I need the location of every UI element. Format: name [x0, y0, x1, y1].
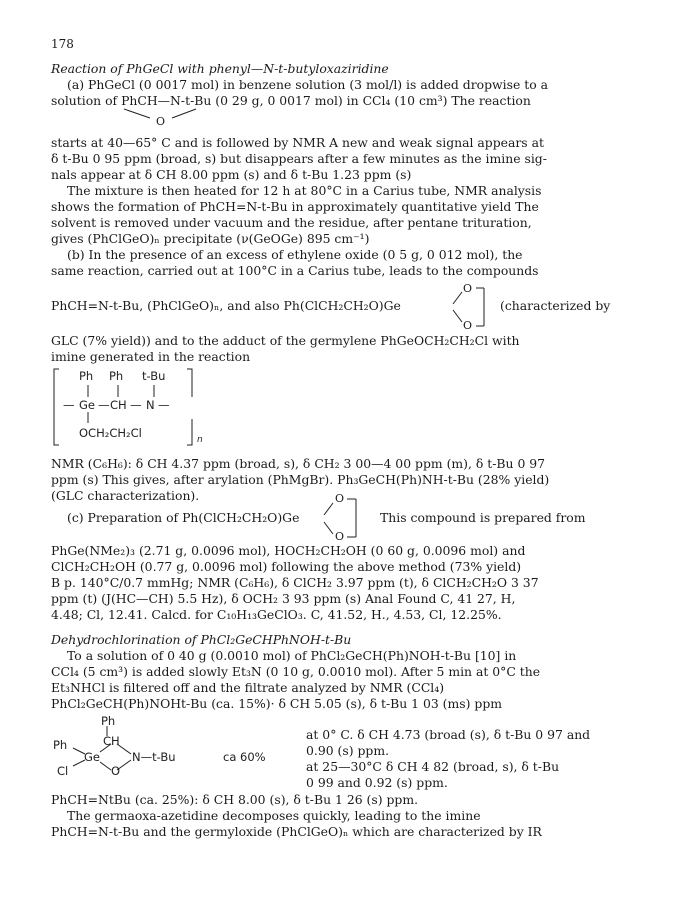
text-line: PhCl₂GeCH(Ph)NOHt-Bu (ca. 15%)· δ CH 5.05 (s), δ t-Bu 1 03 (ms) ppm [51, 696, 503, 711]
text-line: 4.48; Cl, 12.41. Calcd. for C₁₀H₁₃GeClO₃. C, 41.52, H., 4.53, Cl, 12.25%. [51, 607, 502, 622]
phenyl-label: Ph [101, 714, 116, 728]
text-line: same reaction, carried out at 100°C in a Carius tube, leads to the compounds [51, 263, 539, 278]
polymer-subscript: n [197, 435, 203, 445]
page-number: 178 [51, 37, 74, 51]
chloroethoxy-label: OCH₂CH₂Cl [79, 426, 142, 440]
text-line: starts at 40—65° C and is followed by NMR A new and weak signal appears at [51, 135, 544, 150]
polymer-adduct-structure: Ph Ph t-Bu — Ge — CH — N — OCH₂CH₂Cl n [51, 367, 211, 449]
ring-oxygen-bottom: O [335, 530, 345, 543]
section-title-dehydrochlorination: Dehydrochlorination of PhCl₂GeCHPhNOH-t-Bu [51, 632, 352, 647]
text-line: PhCH=NtBu (ca. 25%): δ CH 8.00 (s), δ t-Bu 1 26 (s) ppm. [51, 792, 419, 807]
text-line: ClCH₂CH₂OH (0.77 g, 0.0096 mol) following the above method (73% yield) [51, 559, 522, 574]
text-line: GLC (7% yield)) and to the adduct of the germylene PhGeOCH₂CH₂Cl with [51, 333, 520, 348]
text-line: To a solution of 0 40 g (0.0010 mol) of PhCl₂GeCH(Ph)NOH-t-Bu [10] in [67, 648, 517, 663]
text-line: CCl₄ (5 cm³) is added slowly Et₃N (0 10 g, 0.0010 mol). After 5 min at 0°C the [51, 664, 541, 679]
ring-oxygen-bottom: O [463, 319, 473, 332]
text-line: PhGe(NMe₂)₃ (2.71 g, 0.0096 mol), HOCH₂CH₂OH (0 60 g, 0.0096 mol) and [51, 543, 526, 558]
text-line: imine generated in the reaction [51, 349, 251, 364]
text-line: gives (PhClGeO)ₙ precipitate (ν(GeOGe) 895 cm⁻¹) [51, 231, 370, 246]
oxaziridine-oxygen: O [156, 115, 166, 128]
yield-label: ca 60% [223, 750, 266, 764]
text-line: 0 99 and 0.92 (s) ppm. [306, 775, 448, 790]
text-line: solution of PhCH—N-t-Bu (0 29 g, 0 0017 mol) in CCl₄ (10 cm³) The reaction [51, 93, 531, 108]
text-line: (c) Preparation of Ph(ClCH₂CH₂O)Ge [67, 510, 300, 525]
text-line: nals appear at δ CH 8.00 ppm (s) and δ t-Bu 1.23 ppm (s) [51, 167, 412, 182]
ring-oxygen-top: O [335, 492, 345, 505]
text-line: (characterized by [500, 298, 611, 313]
text-line: (a) PhGeCl (0 0017 mol) in benzene solution (3 mol/l) is added dropwise to a [67, 77, 548, 92]
text-line: NMR (C₆H₆): δ CH 4.37 ppm (broad, s), δ CH₂ 3 00—4 00 ppm (m), δ t-Bu 0 97 [51, 456, 546, 471]
text-line: 0.90 (s) ppm. [306, 743, 390, 758]
text-line: PhCH=N-t-Bu and the germyloxide (PhClGeO)ₙ which are characterized by IR [51, 824, 542, 839]
text-line: at 25—30°C δ CH 4 82 (broad, s), δ t-Bu [306, 759, 560, 774]
text-line: PhCH=N-t-Bu, (PhClGeO)ₙ, and also Ph(ClCH₂CH₂O)Ge [51, 298, 401, 313]
section-title-oxaziridine: Reaction of PhGeCl with phenyl—N-t-butyloxaziridine [51, 61, 389, 76]
text-line: B p. 140°C/0.7 mmHg; NMR (C₆H₆), δ ClCH₂ 3.97 ppm (t), δ ClCH₂CH₂O 3 37 [51, 575, 539, 590]
text-line: shows the formation of PhCH=N-t-Bu in approximately quantitative yield The [51, 199, 539, 214]
text-line: The germaoxa-azetidine decomposes quickly, leading to the imine [67, 808, 481, 823]
ch-label: CH [110, 398, 127, 412]
chlorine-label: Cl [57, 764, 69, 778]
nitrogen-label: N [146, 398, 155, 412]
nitrogen-tbu-label: N—t-Bu [132, 750, 176, 764]
text-line: The mixture is then heated for 12 h at 80°C in a Carius tube, NMR analysis [67, 183, 542, 198]
ch-label: CH [103, 734, 120, 748]
text-line: Et₃NHCl is filtered off and the filtrate analyzed by NMR (CCl₄) [51, 680, 445, 695]
text-line: at 0° C. δ CH 4.73 (broad (s), δ t-Bu 0 97 and [306, 727, 591, 742]
ring-oxygen-top: O [463, 282, 473, 295]
tert-butyl-label: t-Bu [142, 369, 166, 383]
phenyl-label: Ph [53, 738, 68, 752]
text-line: ppm (s) This gives, after arylation (PhMgBr). Ph₃GeCH(Ph)NH-t-Bu (28% yield) [51, 472, 550, 487]
text-line: (b) In the presence of an excess of ethylene oxide (0 5 g, 0 012 mol), the [67, 247, 523, 262]
oxygen-label: O [111, 764, 121, 778]
text-line: δ t-Bu 0 95 ppm (broad, s) but disappears after a few minutes as the imine sig- [51, 151, 547, 166]
text-line: This compound is prepared from [380, 510, 586, 525]
text-line: ppm (t) (J(HC—CH) 5.5 Hz), δ OCH₂ 3 93 ppm (s) Anal Found C, 41 27, H, [51, 591, 516, 606]
germaoxa-azetidine-structure [51, 714, 286, 780]
text-line: (GLC characterization). [51, 488, 200, 503]
germanium-label: Ge [84, 750, 100, 764]
phenyl-label: Ph [109, 369, 124, 383]
germanium-label: Ge [79, 398, 95, 412]
text-line: solvent is removed under vacuum and the residue, after pentane trituration, [51, 215, 532, 230]
phenyl-label: Ph [79, 369, 94, 383]
